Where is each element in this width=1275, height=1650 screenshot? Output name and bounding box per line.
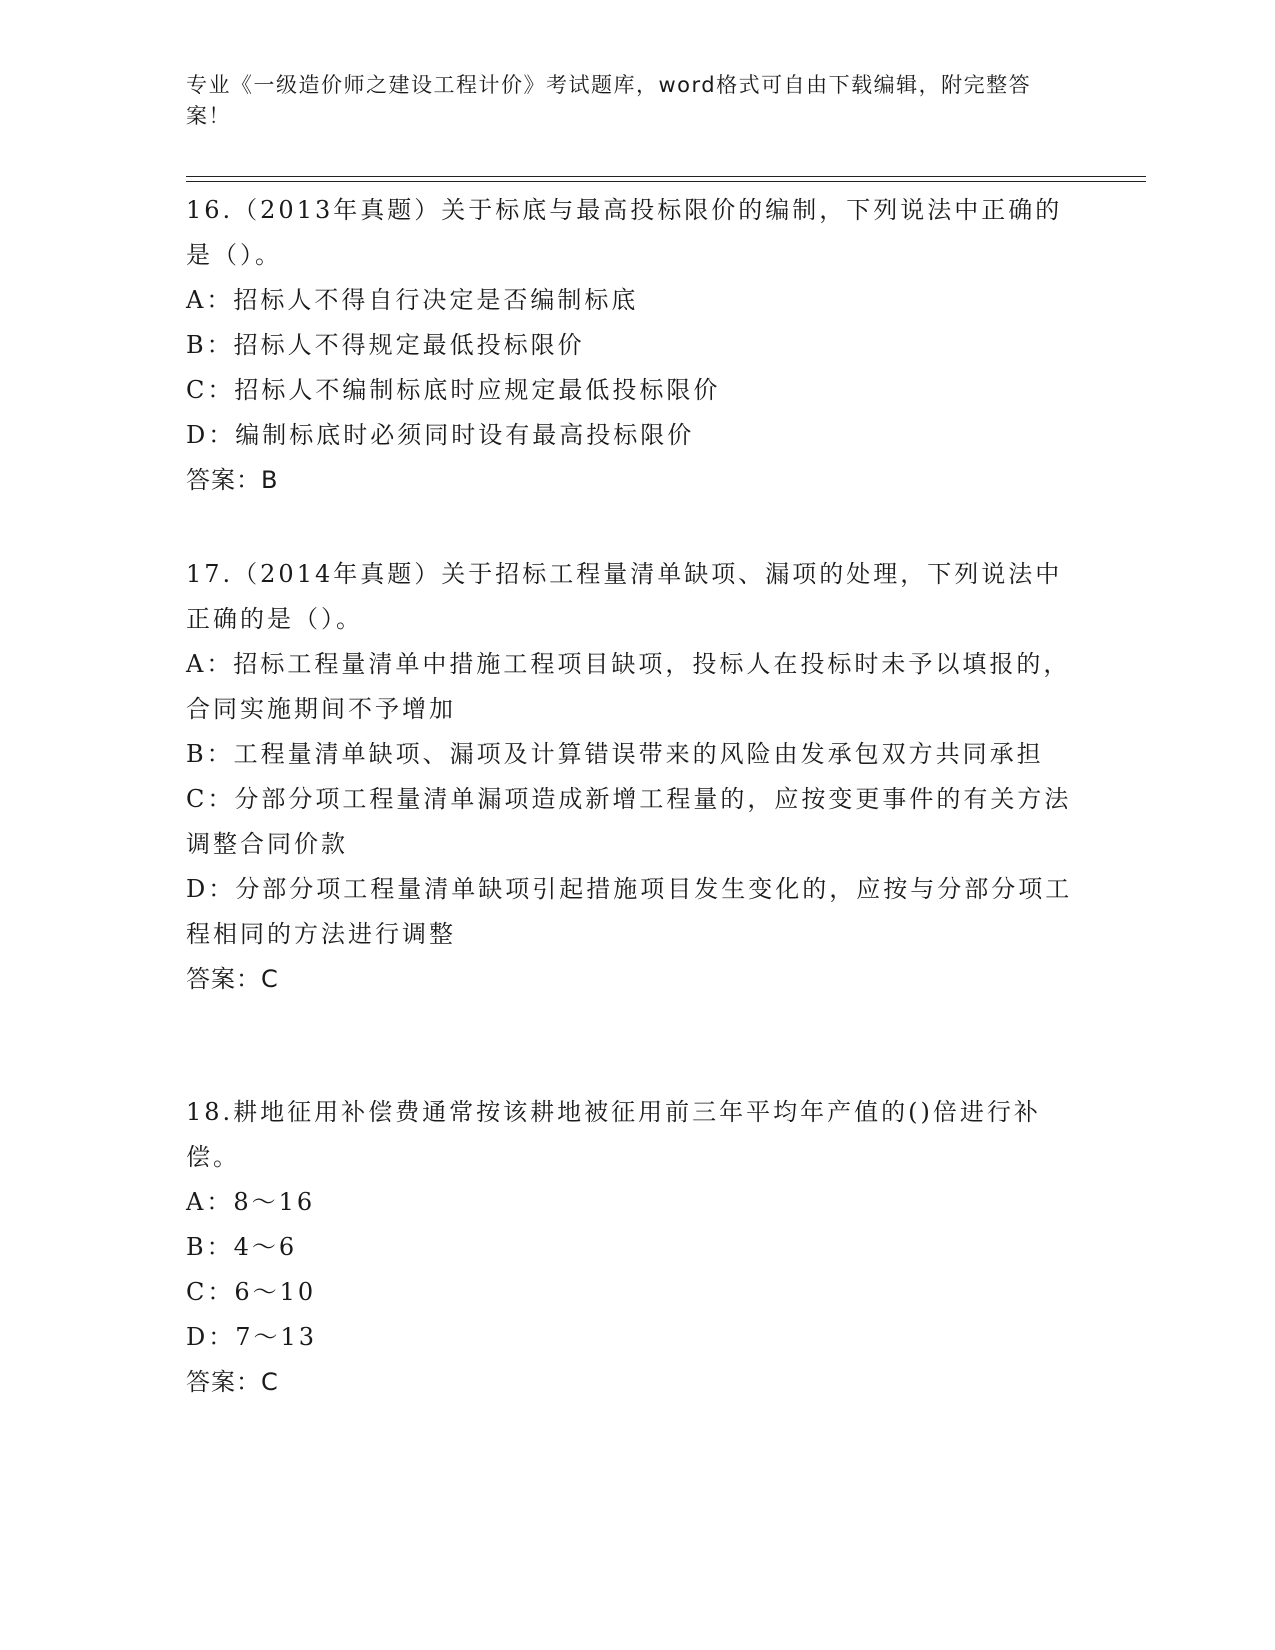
header-divider-top (186, 176, 1146, 177)
option-b: B：工程量清单缺项、漏项及计算错误带来的风险由发承包双方共同承担 (186, 740, 1044, 768)
option-b: B：招标人不得规定最低投标限价 (186, 331, 585, 359)
document-header: 专业《一级造价师之建设工程计价》考试题库，word格式可自由下载编辑，附完整答案！ (186, 73, 1032, 128)
answer-line: 答案：C (186, 1368, 279, 1396)
question-17 (186, 552, 1086, 1002)
question-stem: 18.耕地征用补偿费通常按该耕地被征用前三年平均年产值的()倍进行补偿。 (186, 1098, 1041, 1171)
option-a: A：8～16 (186, 1188, 316, 1216)
question-16 (186, 188, 1086, 503)
option-c: C：招标人不编制标底时应规定最低投标限价 (186, 376, 721, 404)
answer-line: 答案：B (186, 466, 279, 494)
option-a: A：招标工程量清单中措施工程项目缺项，投标人在投标时未予以填报的，合同实施期间不予增加 (186, 650, 1071, 723)
option-d: D：编制标底时必须同时设有最高投标限价 (186, 421, 695, 449)
header-divider-bottom (186, 181, 1146, 182)
answer-line: 答案：C (186, 965, 279, 993)
question-stem: 17.（2014年真题）关于招标工程量清单缺项、漏项的处理，下列说法中正确的是（）。 (186, 560, 1063, 633)
option-c: C：6～10 (186, 1278, 317, 1306)
option-d: D：7～13 (186, 1323, 318, 1351)
option-d: D：分部分项工程量清单缺项引起措施项目发生变化的，应按与分部分项工程相同的方法进行调整 (186, 875, 1073, 948)
question-18 (186, 1090, 1086, 1405)
option-c: C：分部分项工程量清单漏项造成新增工程量的，应按变更事件的有关方法调整合同价款 (186, 785, 1072, 858)
option-a: A：招标人不得自行决定是否编制标底 (186, 286, 639, 314)
question-stem: 16.（2013年真题）关于标底与最高投标限价的编制，下列说法中正确的是（）。 (186, 196, 1063, 269)
option-b: B：4～6 (186, 1233, 298, 1261)
